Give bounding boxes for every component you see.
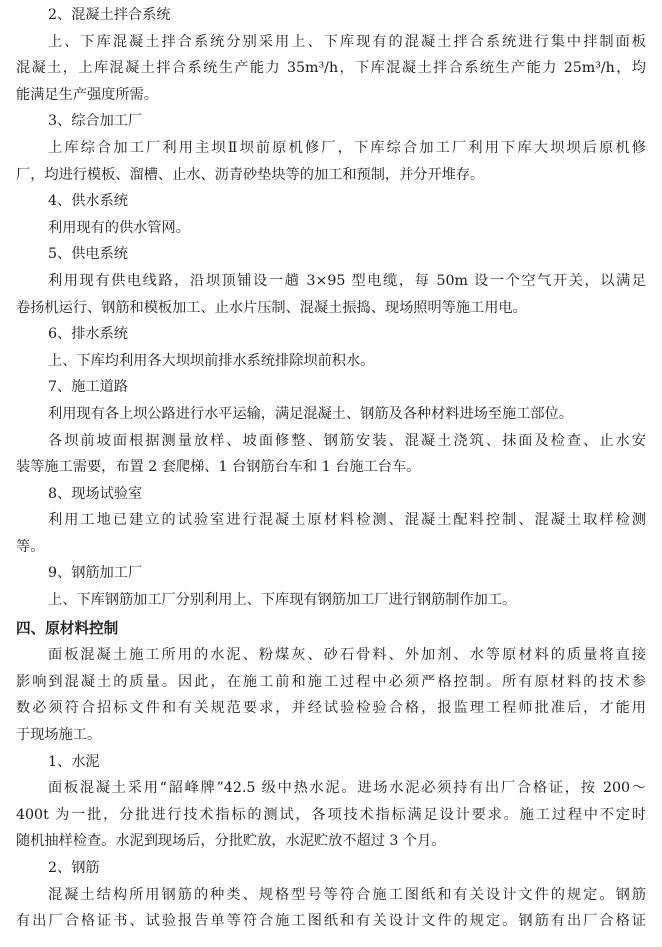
section-title-processing-plant: 3、综合加工厂 — [48, 113, 143, 130]
paragraph-line: 厂，均进行模板、溜槽、止水、沥青砂垫块等的加工和预制，并分开堆存。 — [16, 166, 485, 183]
paragraph-line: 能满足生产强度所需。 — [16, 86, 158, 103]
paragraph-line: 400t 为一批，分批进行技术指标的测试，各项技术指标满足设计要求。施工过程中不定时 — [16, 806, 646, 823]
paragraph-line: 利用工地已建立的试验室进行混凝土原材料检测、混凝土配料控制、混凝土取样检测 — [48, 512, 646, 529]
paragraph-line: 于现场施工。 — [16, 727, 102, 744]
subsection-title-rebar: 2、钢筋 — [48, 860, 100, 876]
paragraph-line: 利用现有各上坝公路进行水平运输，满足混凝土、钢筋及各种材料进场至施工部位。 — [48, 405, 573, 422]
section-title-roads: 7、施工道路 — [48, 379, 128, 396]
paragraph-line: 混凝土，上库混凝土拌合系统生产能力 35m³/h，下库混凝土拌合系统生产能力 25m³/h，均 — [16, 60, 646, 77]
subsection-title-cement: 1、水泥 — [48, 753, 100, 770]
paragraph-line: 有出厂合格证书、试验报告单等符合施工图纸和有关设计文件的规定。钢筋有出厂合格证 — [16, 913, 646, 930]
paragraph-line: 装等施工需要，布置 2 套爬梯、1 台钢筋台车和 1 台施工台车。 — [16, 459, 421, 476]
section-title-power-supply: 5、供电系统 — [48, 246, 128, 263]
paragraph-line: 影响到混凝土的质量。因此，在施工前和施工过程中必须严格控制。所有原材料的技术参 — [16, 673, 646, 690]
paragraph-line: 利用现有供电线路，沿坝顶铺设一趟 3×95 型电缆，每 50m 设一个空气开关，以满足 — [48, 272, 646, 289]
section-title-mixing-system: 2、混凝土拌合系统 — [48, 7, 171, 23]
paragraph-line: 利用现有的供水管网。 — [48, 219, 190, 236]
paragraph-line: 数必须符合招标文件和有关规范要求，并经试验检验合格，报监理工程师批准后，才能用 — [16, 700, 646, 717]
paragraph-line: 等。 — [16, 538, 45, 555]
section-title-drainage: 6、排水系统 — [48, 326, 128, 343]
section-title-water-supply: 4、供水系统 — [48, 193, 128, 210]
paragraph-line: 面板混凝土施工所用的水泥、粉煤灰、砂石骨料、外加剂、水等原材料的质量将直接 — [48, 647, 646, 664]
paragraph-line: 上、下库钢筋加工厂分别利用上、下库现有钢筋加工厂进行钢筋制作加工。 — [48, 592, 517, 609]
paragraph-line: 随机抽样检查。水泥到现场后，分批贮放，水泥贮放不超过 3 个月。 — [16, 833, 446, 850]
paragraph-line: 面板混凝土采用“韶峰牌”42.5 级中热水泥。进场水泥必须持有出厂合格证，按 200～ — [48, 780, 646, 797]
section-title-rebar-plant: 9、钢筋加工厂 — [48, 565, 143, 582]
heading-raw-material-control: 四、原材料控制 — [16, 619, 119, 637]
paragraph-line: 上库综合加工厂利用主坝Ⅱ坝前原机修厂，下库综合加工厂利用下库大坝坝后原机修 — [48, 139, 646, 156]
paragraph-line: 上、下库混凝土拌合系统分别采用上、下库现有的混凝土拌合系统进行集中拌制面板 — [48, 33, 646, 50]
paragraph-line: 混凝土结构所用钢筋的种类、规格型号等符合施工图纸和有关设计文件的规定。钢筋 — [48, 886, 646, 903]
paragraph-line: 卷扬机运行、钢筋和模板加工、止水片压制、混凝土振捣、现场照明等施工用电。 — [16, 299, 527, 316]
paragraph-line: 各坝前坡面根据测量放样、坡面修整、钢筋安装、混凝土浇筑、抹面及检查、止水安 — [48, 432, 646, 449]
section-title-laboratory: 8、现场试验室 — [48, 485, 143, 502]
paragraph-line: 上、下库均利用各大坝坝前排水系统排除坝前积水。 — [48, 352, 375, 369]
